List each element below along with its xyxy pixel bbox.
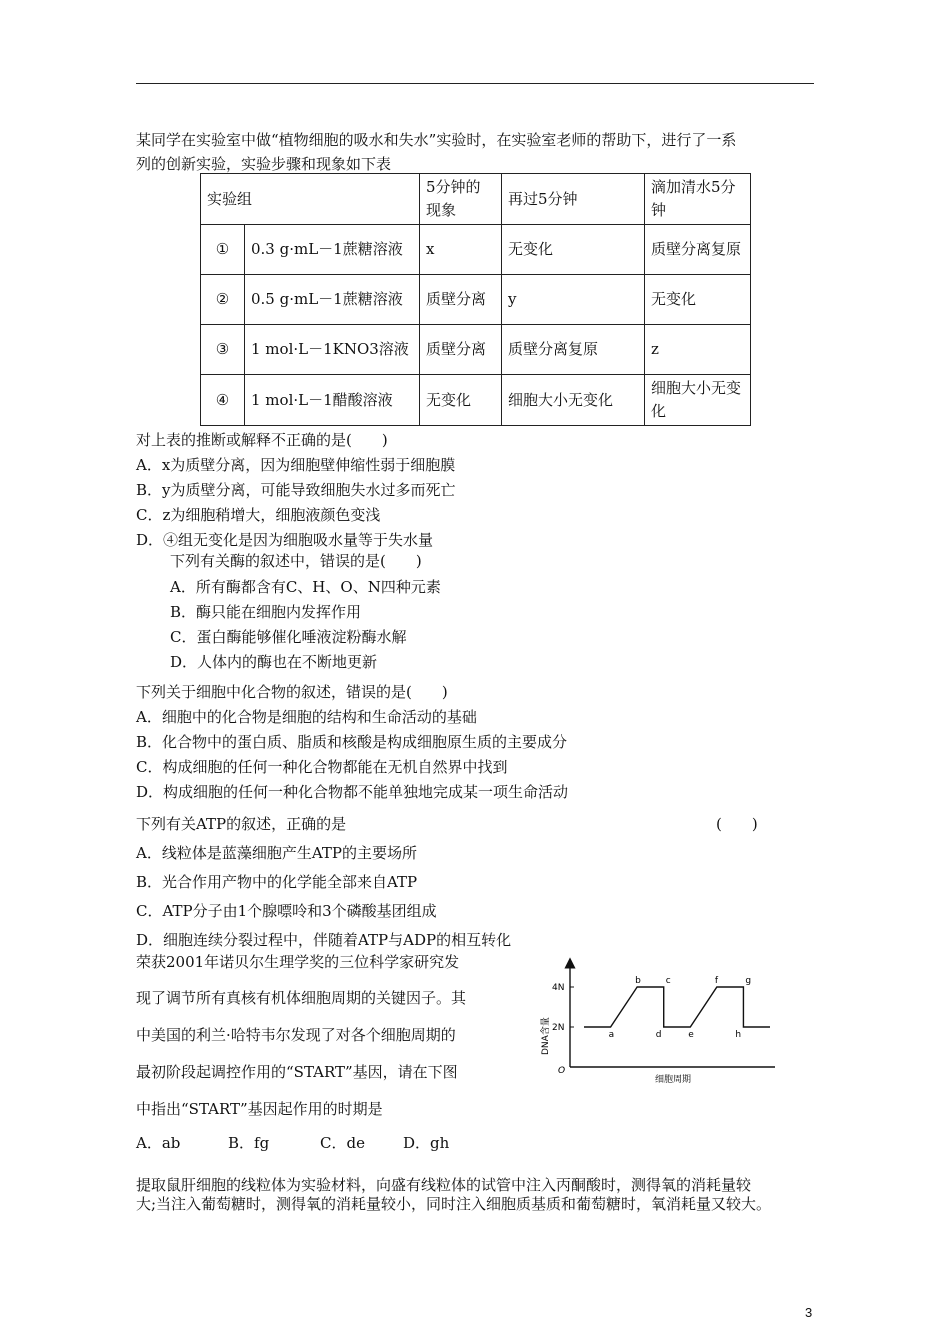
row-cell: 无变化 — [420, 375, 502, 426]
q4-option-b: B．光合作用产物中的化学能全部来自ATP — [136, 873, 418, 891]
y-tick-label: 4N — [552, 983, 565, 993]
q4-option-a: A．线粒体是蓝藻细胞产生ATP的主要场所 — [136, 844, 417, 862]
q5-line-2: 现了调节所有真核有机体细胞周期的关键因子。其 — [136, 989, 467, 1007]
table-row — [201, 375, 751, 426]
row-cell: 细胞大小无变化 — [645, 375, 751, 426]
q3-option-b: B．化合物中的蛋白质、脂质和核酸是构成细胞原生质的主要成分 — [136, 733, 568, 751]
q5-option-c: C．de — [320, 1134, 365, 1152]
row-cell: 质壁分离 — [420, 275, 502, 325]
row-cell: y — [502, 275, 645, 325]
q2-option-d: D．人体内的酶也在不断地更新 — [170, 653, 378, 671]
row-id: ① — [201, 225, 245, 275]
q5-option-b: B．fg — [228, 1134, 270, 1152]
q1-option-a: A．x为质壁分离，因为细胞壁伸缩性弱于细胞膜 — [136, 456, 456, 474]
table-row — [201, 225, 751, 275]
point-label-a: a — [608, 1030, 615, 1040]
table-row — [201, 275, 751, 325]
q4-option-d: D．细胞连续分裂过程中，伴随着ATP与ADP的相互转化 — [136, 931, 512, 949]
point-label-g: g — [745, 976, 752, 986]
row-cell: x — [420, 225, 502, 275]
q2-option-a: A．所有酶都含有C、H、O、N四种元素 — [170, 578, 441, 596]
table-header-row — [201, 174, 751, 225]
point-label-e: e — [688, 1030, 694, 1040]
q2-option-b: B．酶只能在细胞内发挥作用 — [170, 603, 362, 621]
header-10min: 再过5分钟 — [502, 174, 645, 225]
point-label-h: h — [735, 1030, 742, 1040]
x-axis-label: 细胞周期 — [655, 1075, 692, 1085]
dna-series-line — [584, 987, 770, 1027]
intro-line-2: 列的创新实验，实验步骤和现象如下表 — [136, 155, 392, 173]
row-solution: 0.3 g·mL－1蔗糖溶液 — [245, 225, 420, 275]
header-water: 滴加清水5分钟 — [645, 174, 751, 225]
row-solution: 0.5 g·mL－1蔗糖溶液 — [245, 275, 420, 325]
header-group: 实验组 — [201, 174, 420, 225]
table-row — [201, 325, 751, 375]
row-cell: 质壁分离 — [420, 325, 502, 375]
origin-label: O — [558, 1066, 566, 1076]
experiment-table — [200, 173, 751, 426]
intro-line-1: 某同学在实验室中做“植物细胞的吸水和失水”实验时，在实验室老师的帮助下，进行了一系 — [136, 131, 737, 149]
dna-content-chart — [530, 955, 780, 1085]
header-5min: 5分钟的现象 — [420, 174, 502, 225]
row-cell: 质壁分离复原 — [502, 325, 645, 375]
point-label-c: c — [665, 976, 671, 986]
point-label-f: f — [714, 976, 719, 986]
q5-option-a: A．ab — [136, 1134, 181, 1152]
q5-line-5: 中指出“START”基因起作用的时期是 — [136, 1100, 383, 1118]
point-label-d: d — [655, 1030, 662, 1040]
q1-stem: 对上表的推断或解释不正确的是( ) — [136, 431, 388, 449]
q4-option-c: C．ATP分子由1个腺嘌呤和3个磷酸基团组成 — [136, 902, 437, 920]
point-label-b: b — [635, 976, 641, 986]
q1-option-d: D．④组无变化是因为细胞吸水量等于失水量 — [136, 531, 434, 549]
row-id: ④ — [201, 375, 245, 426]
q4-bracket: ( ) — [716, 815, 758, 833]
y-tick-label: 2N — [552, 1023, 565, 1033]
row-solution: 1 mol·L－1醋酸溶液 — [245, 375, 420, 426]
y-axis-label: DNA含量 — [541, 1017, 551, 1055]
q5-option-d: D．gh — [403, 1134, 450, 1152]
row-id: ③ — [201, 325, 245, 375]
row-id: ② — [201, 275, 245, 325]
row-cell: 无变化 — [645, 275, 751, 325]
row-cell: z — [645, 325, 751, 375]
q3-option-a: A．细胞中的化合物是细胞的结构和生命活动的基础 — [136, 708, 477, 726]
q2-option-c: C．蛋白酶能够催化唾液淀粉酶水解 — [170, 628, 407, 646]
q4-stem: 下列有关ATP的叙述，正确的是 — [136, 815, 347, 833]
q2-stem: 下列有关酶的叙述中，错误的是( ) — [170, 552, 422, 570]
q1-option-c: C．z为细胞稍增大，细胞液颜色变浅 — [136, 506, 381, 524]
q1-option-b: B．y为质壁分离，可能导致细胞失水过多而死亡 — [136, 481, 456, 499]
q6-line-1: 提取鼠肝细胞的线粒体为实验材料，向盛有线粒体的试管中注入丙酮酸时，测得氧的消耗量较 — [136, 1176, 752, 1194]
y-ticks — [552, 983, 574, 1033]
point-labels — [609, 976, 752, 1040]
header-rule — [136, 83, 814, 84]
row-cell: 无变化 — [502, 225, 645, 275]
q5-line-1: 荣获2001年诺贝尔生理学奖的三位科学家研究发 — [136, 953, 460, 971]
q3-option-c: C．构成细胞的任何一种化合物都能在无机自然界中找到 — [136, 758, 508, 776]
q5-line-3: 中美国的利兰·哈特韦尔发现了对各个细胞周期的 — [136, 1026, 456, 1044]
q3-stem: 下列关于细胞中化合物的叙述，错误的是( ) — [136, 683, 448, 701]
row-cell: 细胞大小无变化 — [502, 375, 645, 426]
row-solution: 1 mol·L－1KNO3溶液 — [245, 325, 420, 375]
q3-option-d: D．构成细胞的任何一种化合物都不能单独地完成某一项生命活动 — [136, 783, 569, 801]
q5-line-4: 最初阶段起调控作用的“START”基因，请在下图 — [136, 1063, 458, 1081]
row-cell: 质壁分离复原 — [645, 225, 751, 275]
page-number: 3 — [805, 1305, 813, 1320]
q6-line-2: 大;当注入葡萄糖时，测得氧的消耗量较小，同时注入细胞质基质和葡萄糖时，氧消耗量又较大。 — [136, 1195, 772, 1213]
